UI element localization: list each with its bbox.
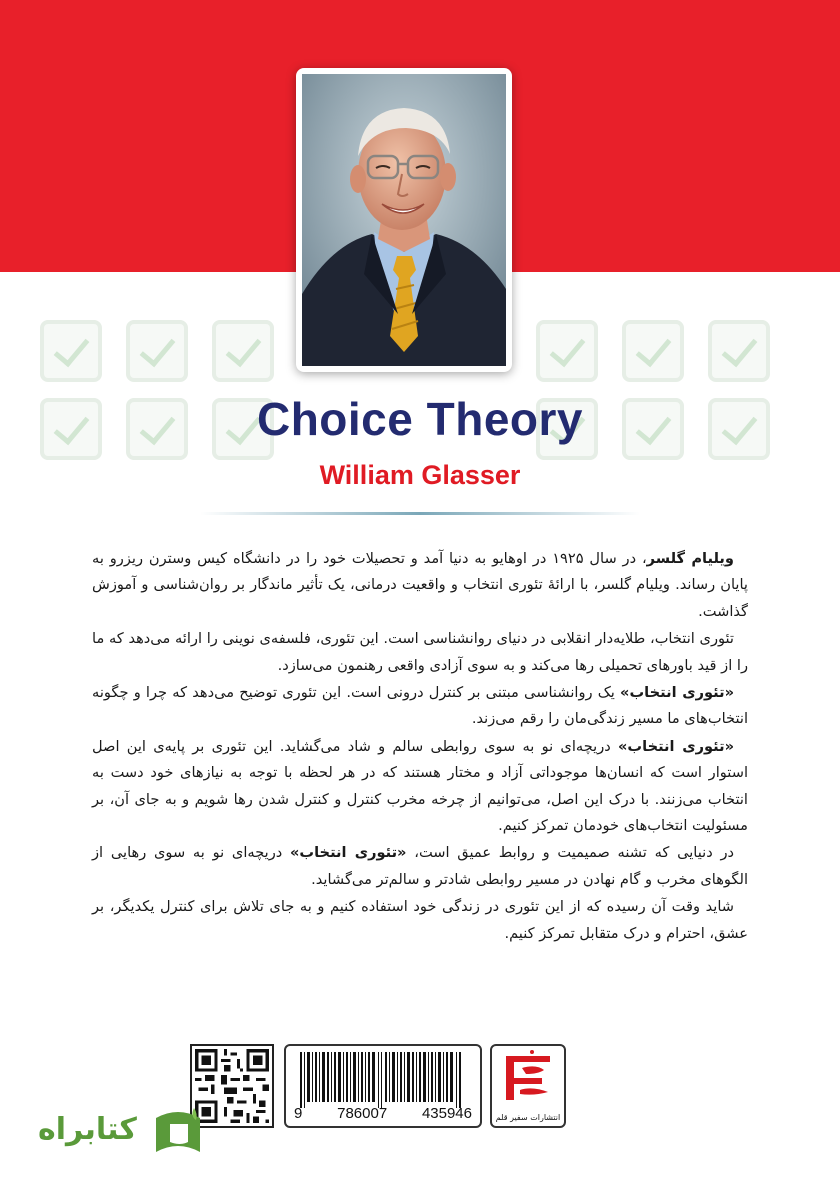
blurb-paragraph: «تئوری انتخاب» دریچه‌ای نو به سوی روابطی سالم و شاد می‌گشاید. این تئوری بر پایه‌ی این اصل استوار است که انسان‌ها موجوداتی آزاد و مختار هستند که در هر لحظه با توجه به نیازهای خود دست به انتخاب می‌زنند. با درک این اصل، می‌توانیم از چرخه مخرب کنترل و کنترل شدن رها شویم و به جای آن، بر مسئولیت انتخاب‌های خودمان تمرکز کنیم. (92, 737, 748, 835)
check-icon (40, 320, 102, 382)
check-icon (212, 320, 274, 382)
isbn-number: 9 786007 435946 (294, 1105, 472, 1122)
publisher-logo: انتشارات سفیر قلم (490, 1044, 566, 1128)
blurb-paragraph: ویلیام گلسر، در سال ۱۹۲۵ در اوهایو به دنیا آمد و تحصیلات خود را در دانشگاه کیس وسترن ریزرو به پایان رساند. ویلیام گلسر، با ارائهٔ تئوری انتخاب و واقعیت درمانی، یک تأثیر ماندگار بر روان‌شناسی و آموزش گذاشت. (92, 550, 748, 620)
author-photo-frame (296, 68, 512, 372)
check-icon (126, 320, 188, 382)
blurb-paragraph: «تئوری انتخاب» یک روانشناسی مبتنی بر کنترل درونی است. این تئوری توضیح می‌دهد که چرا و چگونه انتخاب‌های ما مسیر زندگی‌مان را رقم می‌زند. (92, 684, 748, 728)
blurb-paragraph: تئوری انتخاب، طلایه‌دار انقلابی در دنیای روانشناسی است. این تئوری، فلسفه‌ی نوینی را ارائه می‌دهد که ما را از قید باورهای تحمیلی رها می‌کند و به سوی آزادی واقعی رهنمون می‌سازد. (92, 630, 748, 674)
author-photo (302, 74, 506, 366)
blurb-paragraph: در دنیایی که تشنه صمیمیت و روابط عمیق است، «تئوری انتخاب» دریچه‌ای نو به سوی رهایی از الگوهای مخرب و گام نهادن در مسیر روابطی شادتر و سالم‌تر می‌گشاید. (92, 844, 748, 888)
brand-name: کتابراه (38, 1112, 137, 1147)
book-title: Choice Theory (256, 393, 583, 445)
isbn-barcode (284, 1044, 482, 1128)
blurb-text (92, 546, 748, 948)
check-icon (536, 320, 598, 382)
ketabrah-logo (38, 1104, 218, 1164)
book-author: William Glasser (319, 460, 521, 490)
blurb-paragraph: شاید وقت آن رسیده که از این تئوری در زندگی خود استفاده کنیم و به جای تلاش برای کنترل یکدیگر، بر عشق، احترام و درک متقابل تمرکز کنیم. (92, 898, 748, 942)
check-icon (622, 320, 684, 382)
author-name-fa: ویلیام گلسر (646, 550, 734, 567)
title-divider (200, 512, 640, 515)
check-icon (708, 320, 770, 382)
